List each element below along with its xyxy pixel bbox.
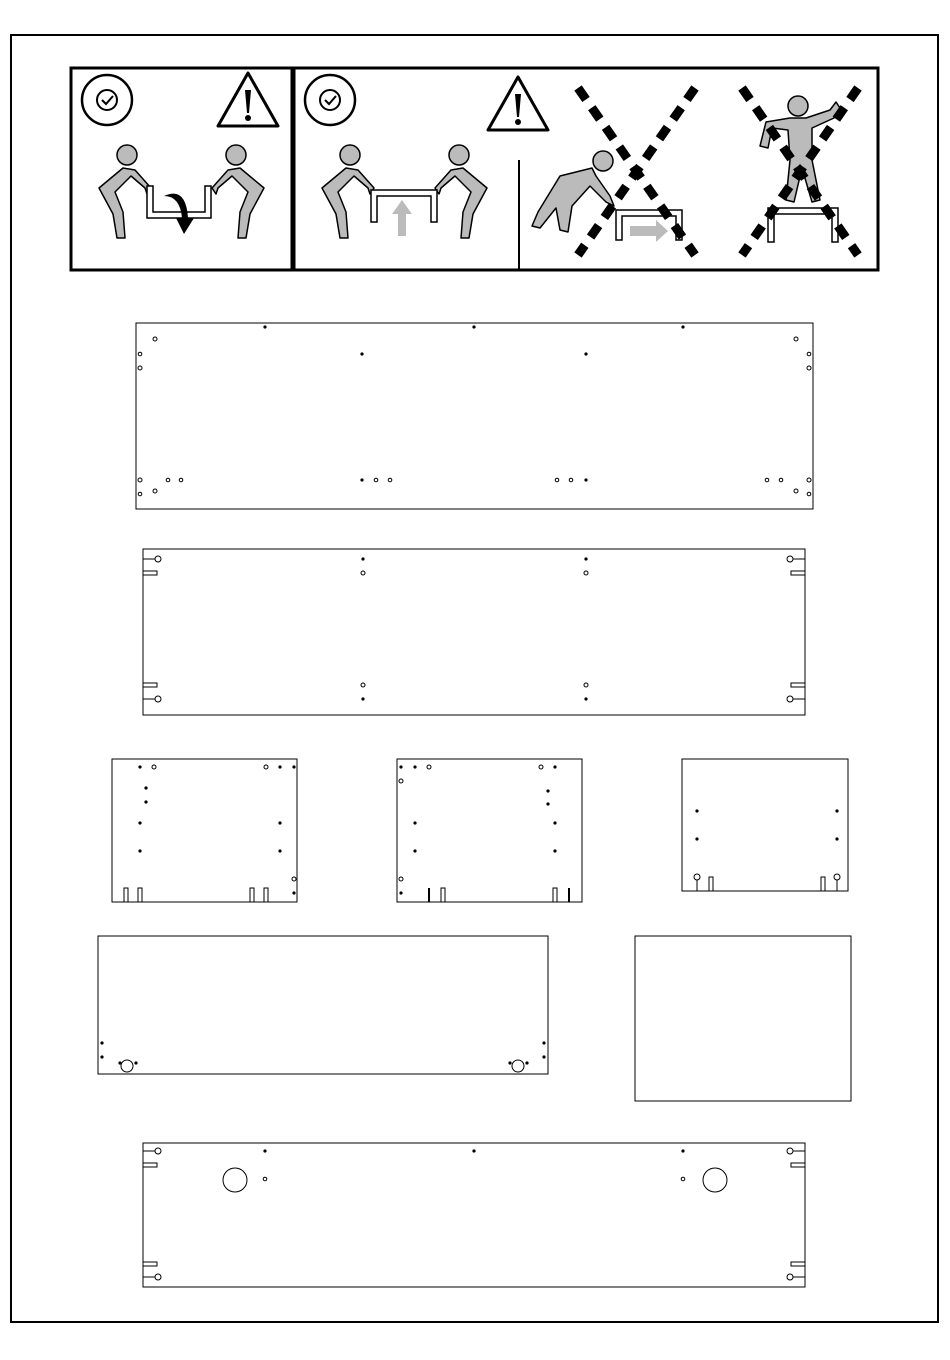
panel-part-front [98, 936, 548, 1074]
person-lifting-figure [212, 145, 264, 238]
check-circle-icon [305, 75, 355, 125]
warning-triangle-icon [488, 77, 548, 130]
person-lifting-figure [99, 145, 151, 238]
panel-lift-flip [71, 68, 292, 270]
panel-part-top-board [136, 323, 813, 509]
page-border [11, 35, 938, 1322]
check-circle-icon [82, 75, 132, 125]
warning-triangle-icon [218, 73, 278, 126]
person-pushing-figure [532, 151, 614, 232]
person-lifting-figure [435, 145, 487, 238]
panel-part-side-right [397, 759, 582, 902]
panel-part-side-left [112, 759, 297, 902]
person-lifting-figure [322, 145, 374, 238]
panel-part-shelf [682, 759, 848, 891]
push-arrow-icon [630, 220, 668, 242]
panel-part-back [635, 936, 851, 1101]
up-arrow-icon [392, 200, 412, 236]
person-standing-figure [760, 96, 840, 202]
safety-instructions [71, 68, 878, 270]
panel-part-base [143, 1143, 805, 1287]
panel-part-bottom-board [143, 549, 805, 715]
